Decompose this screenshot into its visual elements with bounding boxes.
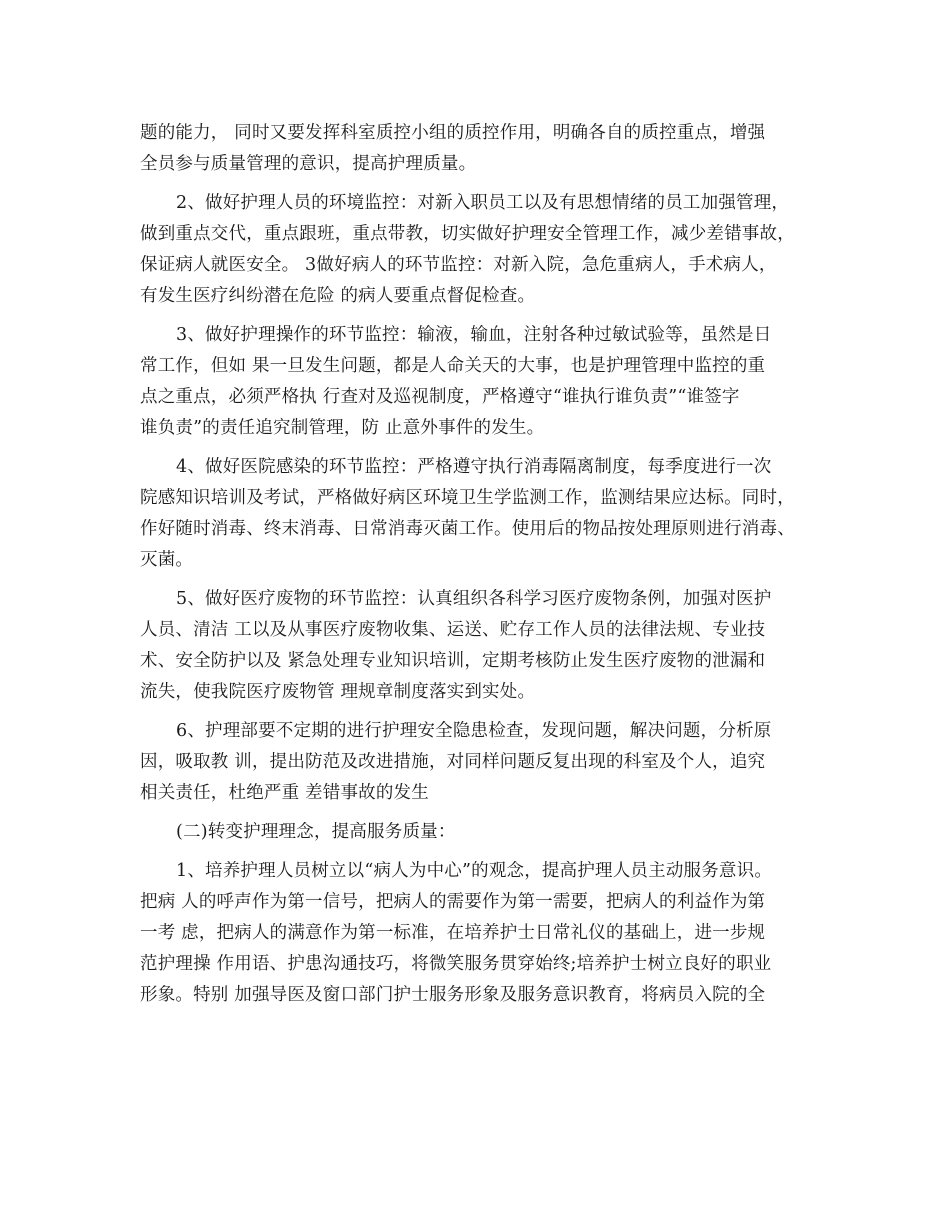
text-line: 相关责任，杜绝严重 差错事故的发生 — [140, 783, 429, 803]
text-line: 点之重点，必须严格执 行查对及巡视制度，严格遵守“谁执行谁负责”“谁签字 — [140, 387, 740, 407]
text-line: 把病 人的呼声作为第一信号，把病人的需要作为第一需要，把病人的利益作为第 — [140, 892, 766, 912]
text-line: 术、安全防护以及 紧急处理专业知识培训，定期考核防止发生医疗废物的泄漏和 — [140, 651, 766, 671]
text-line: 6、护理部要不定期的进行护理安全隐患检查，发现问题，解决问题，分析原 — [176, 721, 772, 741]
text-line: 范护理操 作用语、护患沟通技巧，将微笑服务贯穿始终;培养护士树立良好的职业 — [140, 954, 772, 974]
text-line: 题的能力， 同时又要发挥科室质控小组的质控作用，明确各自的质控重点，增强 — [140, 123, 766, 143]
text-line: 因，吸取教 训，提出防范及改进措施，对同样问题反复出现的科室及个人，追究 — [140, 752, 766, 772]
text-line: 1、培养护理人员树立以“病人为中心”的观念，提高护理人员主动服务意识。 — [176, 861, 773, 881]
text-line: 一考 虑，把病人的满意作为第一标准，在培养护士日常礼仪的基础上，进一步规 — [140, 923, 766, 943]
text-line: 流失，使我院医疗废物管 理规章制度落实到实处。 — [140, 682, 536, 702]
text-line: 作好随时消毒、终末消毒、日常消毒灭菌工作。使用后的物品按处理原则进行消毒、 — [140, 519, 795, 539]
text-line: (二)转变护理理念，提高服务质量： — [176, 822, 456, 842]
text-line: 谁负责”的责任追究制管理，防 止意外事件的发生。 — [140, 418, 545, 438]
text-line: 做到重点交代，重点跟班，重点带教，切实做好护理安全管理工作，减少差错事故， — [140, 224, 795, 244]
text-line: 常工作，但如 果一旦发生问题，都是人命关天的大事，也是护理管理中监控的重 — [140, 356, 766, 376]
text-line: 5、做好医疗废物的环节监控：认真组织各科学习医疗废物条例，加强对医护 — [176, 589, 772, 609]
text-line: 2、做好护理人员的环境监控：对新入职员工以及有思想情绪的员工加强管理， — [176, 193, 790, 213]
text-line: 灭菌。 — [140, 550, 194, 570]
text-line: 有发生医疗纠纷潜在危险 的病人要重点督促检查。 — [140, 286, 536, 306]
text-line: 4、做好医院感染的环节监控：严格遵守执行消毒隔离制度，每季度进行一次 — [176, 457, 772, 477]
text-line: 形象。特别 加强导医及窗口部门护士服务形象及服务意识教育，将病员入院的全 — [140, 985, 766, 1005]
text-line: 3、做好护理操作的环节监控：输液，输血，注射各种过敏试验等，虽然是日 — [176, 325, 772, 345]
text-line: 院感知识培训及考试，严格做好病区环境卫生学监测工作，监测结果应达标。同时， — [140, 488, 795, 508]
document-body — [140, 118, 840, 1011]
text-line: 全员参与质量管理的意识，提高护理质量。 — [140, 154, 477, 174]
text-line: 人员、清洁 工以及从事医疗废物收集、运送、贮存工作人员的法律法规、专业技 — [140, 620, 766, 640]
text-line: 保证病人就医安全。 3做好病人的环节监控：对新入院，急危重病人，手术病人， — [140, 255, 777, 275]
